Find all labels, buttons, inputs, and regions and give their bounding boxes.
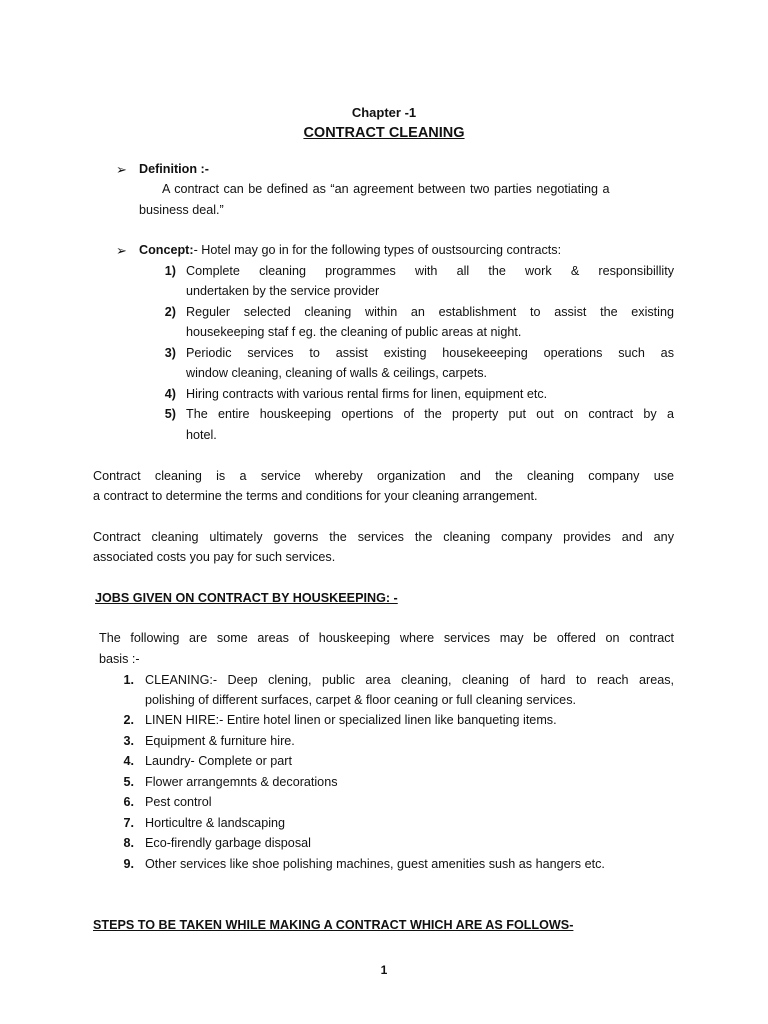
list-item-number: 2) [164,305,176,319]
list-item-number: 5. [123,775,134,789]
list-item-number: 1. [123,673,134,687]
list-item-line: Equipment & furniture hire. [145,734,295,748]
list-item-line: Complete cleaning programmes with all the work & responsibillity [186,264,674,278]
list-item-line: Laundry- Complete or part [145,754,292,768]
list-item-line: undertaken by the service provider [186,284,380,298]
paragraph-line: associated costs you pay for such services. [93,550,336,564]
list-item-line: polishing of different surfaces, carpet & floor ceaning or full cleaning services. [145,693,576,707]
list-item-number: 4) [164,387,176,401]
list-item-line: housekeeping staf f eg. the cleaning of public areas at night. [186,325,522,339]
list-item-number: 8. [123,836,134,850]
paragraph-line: a contract to determine the terms and conditions for your cleaning arrangement. [93,489,538,503]
list-item-line: CLEANING:- Deep clening, public area cleaning, cleaning of hard to reach areas, [145,673,674,687]
arrow-bullet-icon: ➢ [116,243,127,258]
list-item-number: 3. [123,734,134,748]
list-item-line: The entire houskeeping opertions of the property put out on contract by a [186,407,674,421]
list-item-number: 3) [164,346,176,360]
list-item-line: Periodic services to assist existing housekeeeping operations such as [186,346,674,360]
list-item-line: LINEN HIRE:- Entire hotel linen or specialized linen like banqueting items. [145,713,557,727]
chapter-label: Chapter -1 [351,105,417,120]
list-item-line: Pest control [145,795,212,809]
list-item-line: Reguler selected cleaning within an establishment to assist the existing [186,305,674,319]
paragraph-line: Contract cleaning is a service whereby organization and the cleaning company use [93,469,674,483]
list-item-number: 9. [123,857,134,871]
definition-heading: Definition :- [139,162,209,176]
paragraph-line: Contract cleaning ultimately governs the services the cleaning company provides and any [93,530,674,544]
list-item-line: Other services like shoe polishing machines, guest amenities sush as hangers etc. [145,857,605,871]
jobs-intro-line: The following are some areas of houskeeping where services may be offered on contract [99,631,674,645]
list-item-number: 6. [123,795,134,809]
list-item-number: 7. [123,816,134,830]
list-item-line: Flower arrangemnts & decorations [145,775,338,789]
concept-heading: Concept: [139,243,194,257]
page-title: CONTRACT CLEANING [303,125,465,141]
jobs-heading: JOBS GIVEN ON CONTRACT BY HOUSKEEPING: - [95,591,398,605]
definition-text-line1: A contract can be defined as “an agreement between two parties negotiating a [162,182,610,196]
list-item-line: window cleaning, cleaning of walls & ceilings, carpets. [186,366,488,380]
concept-intro: - Hotel may go in for the following types of oustsourcing contracts: [193,243,562,257]
definition-text-line2: business deal.” [139,203,224,217]
list-item-line: hotel. [186,428,217,442]
list-item-line: Hiring contracts with various rental firms for linen, equipment etc. [186,387,548,401]
page-number: 1 [380,963,388,977]
list-item-number: 1) [164,264,176,278]
concept-line [139,243,561,257]
list-item-number: 4. [123,754,134,768]
list-item-line: Horticultre & landscaping [145,816,286,830]
list-item-number: 2. [123,713,134,727]
arrow-bullet-icon: ➢ [116,162,127,177]
list-item-line: Eco-firendly garbage disposal [145,836,311,850]
list-item-number: 5) [164,407,176,421]
jobs-intro-line: basis :- [99,652,140,666]
steps-heading: STEPS TO BE TAKEN WHILE MAKING A CONTRACT WHICH ARE AS FOLLOWS- [93,918,574,932]
